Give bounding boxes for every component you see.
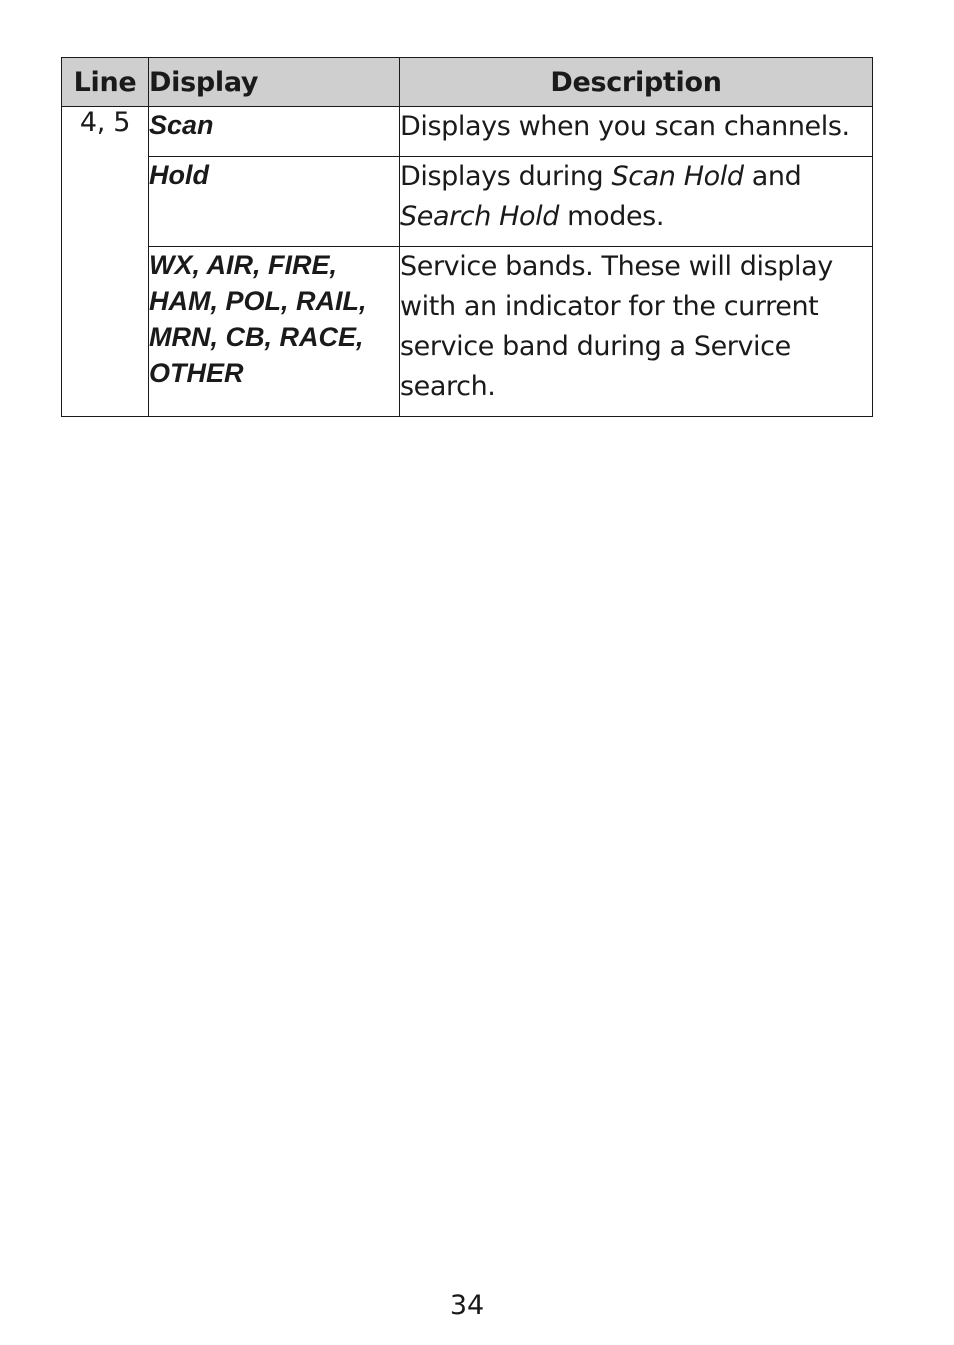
table-row (62, 107, 873, 157)
description-cell-service-bands (400, 247, 873, 417)
page-number: 34 (449, 1290, 485, 1321)
description-emphasis: Search Hold (400, 201, 559, 232)
line-cell: 4, 5 (62, 107, 149, 417)
display-cell-scan: Scan (149, 107, 400, 157)
description-cell-scan (400, 107, 873, 157)
description-text: Service bands. These will display with an indicator for the current service band during a Service search. (400, 251, 833, 402)
description-text: modes. (559, 201, 665, 232)
description-emphasis: Scan Hold (611, 161, 744, 192)
header-line: Line (62, 58, 149, 107)
header-description: Description (400, 58, 873, 107)
description-text: and (743, 161, 802, 192)
header-display: Display (149, 58, 400, 107)
description-text: Displays during (400, 161, 612, 192)
description-text: Displays when you scan channels. (400, 111, 850, 142)
display-cell-hold: Hold (149, 157, 400, 247)
table-row (62, 247, 873, 417)
description-cell-hold (400, 157, 873, 247)
display-description-table (61, 57, 873, 417)
display-cell-service-bands: WX, AIR, FIRE, HAM, POL, RAIL, MRN, CB, RACE, OTHER (149, 247, 400, 417)
table-row (62, 157, 873, 247)
table-header-row (62, 58, 873, 107)
